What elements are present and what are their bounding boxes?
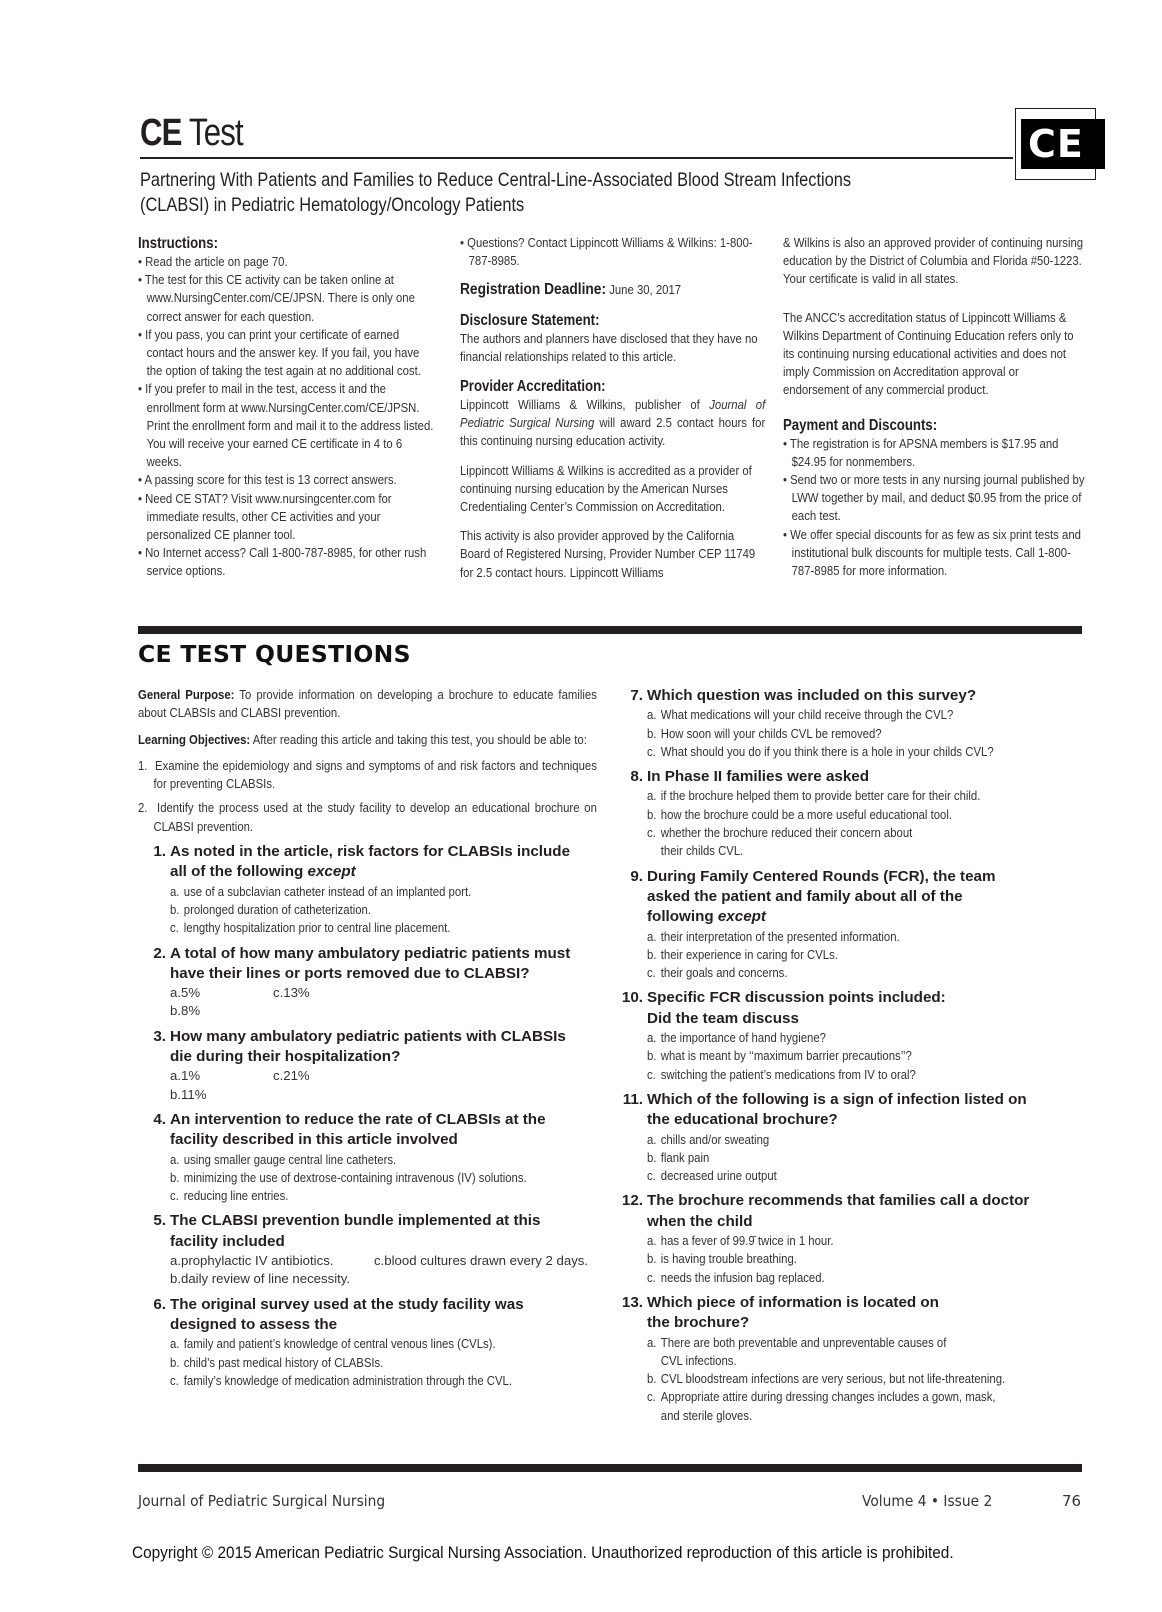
question-stem (615, 767, 1085, 787)
question-stem (615, 1191, 1085, 1232)
title-bold: CE (140, 112, 182, 154)
footer-volume-issue: Volume 4 • Issue 2 (862, 1492, 993, 1510)
option-row (170, 1270, 598, 1288)
questions-right-column (615, 686, 1085, 1431)
instruction-item: • The test for this CE activity can be taken online at www.NursingCenter.com/CE/JPSN. There is only one correct answer for each question. (138, 271, 437, 326)
option-row-continued (647, 1352, 1085, 1370)
option-row (647, 1131, 1085, 1149)
option-text: 11% (181, 1086, 207, 1102)
question-stem-line: How many ambulatory pediatric patients with CLABSIs (170, 1027, 566, 1045)
answer-option[interactable] (647, 1388, 996, 1406)
answer-options (138, 883, 598, 938)
option-row (647, 946, 1085, 964)
answer-options (615, 1131, 1085, 1186)
questions-left-column (138, 686, 598, 1396)
option-letter: b. (647, 806, 657, 822)
question-stem-line: The CLABSI prevention bundle implemented at this (170, 1212, 541, 1230)
option-text: if the brochure helped them to provide better care for their child. (660, 788, 981, 804)
instructions-column (138, 234, 438, 581)
option-row (170, 1335, 598, 1353)
option-text: prophylactic IV antibiotics. (181, 1253, 334, 1269)
answer-option[interactable] (170, 1003, 200, 1018)
question-stem (615, 686, 1085, 706)
question-stem (138, 1295, 598, 1336)
question-stem-line: The brochure recommends that families call a doctor (647, 1192, 1030, 1210)
answer-option[interactable] (647, 1269, 825, 1287)
question-stem-line: The original survey used at the study facility was (170, 1295, 524, 1313)
question-stem (615, 1293, 1085, 1334)
question-stem (615, 1090, 1085, 1131)
option-text: has a fever of 99.9̄ twice in 1 hour. (660, 1233, 834, 1249)
option-row-continued (647, 842, 1085, 860)
answer-option[interactable] (170, 1169, 527, 1187)
option-letter: a. (647, 1233, 657, 1249)
question-stem-line: Which of the following is a sign of infection listed on (647, 1090, 1027, 1108)
answer-option[interactable] (647, 964, 787, 982)
option-row (647, 824, 1085, 842)
option-text: Appropriate attire during dressing changes includes a gown, mask, (660, 1389, 996, 1405)
option-letter: b. (170, 901, 180, 917)
question-number: 11. (622, 1090, 643, 1108)
option-letter: a. (647, 1131, 657, 1147)
option-row (647, 1149, 1085, 1167)
ce-logo-badge (1015, 108, 1096, 180)
answer-option[interactable] (170, 1335, 496, 1353)
answer-option[interactable] (170, 1151, 396, 1169)
answer-option[interactable] (170, 901, 371, 919)
question-stem-line: when the child (647, 1212, 753, 1230)
option-letter: a. (170, 1253, 181, 1269)
option-text: flank pain (660, 1149, 710, 1165)
option-text: blood cultures drawn every 2 days. (384, 1253, 589, 1269)
option-letter: c. (647, 743, 656, 759)
option-letter: a. (170, 1151, 180, 1167)
registration-deadline (460, 281, 765, 299)
question-number: 13. (621, 1293, 643, 1311)
payment-item: • We offer special discounts for as few as six print tests and institutional bulk discounts for multiple tests. Call 1-800-787-8985 for more information. (783, 526, 1087, 581)
title-rule (140, 157, 1013, 159)
option-letter: b. (647, 725, 657, 741)
instruction-item: • Read the article on page 70. (138, 253, 437, 271)
option-row (170, 1086, 598, 1104)
option-text: reducing line entries. (183, 1188, 289, 1204)
answer-option[interactable] (170, 1354, 383, 1372)
instruction-item: • If you pass, you can print your certificate of earned contact hours and the answer key. If you fail, you have the option of taking the test again at no additional cost. (138, 326, 437, 381)
answer-options (138, 1335, 598, 1390)
copyright-notice: Copyright © 2015 American Pediatric Surgical Nursing Association. Unauthorized reproduction of this article is prohibited. (132, 1544, 954, 1562)
option-row (647, 928, 1085, 946)
objective-item: 1. Examine the epidemiology and signs and symptoms of and risk factors and techniques for preventing CLABSIs. (138, 757, 597, 792)
option-letter: a. (170, 985, 181, 1001)
option-row (170, 1169, 598, 1187)
answer-option[interactable] (170, 1087, 206, 1102)
question-stem-line: have their lines or ports removed due to CLABSI? (170, 964, 530, 982)
question-stem-line: following except (647, 908, 766, 926)
ce-logo-text: CE (1021, 119, 1105, 169)
provider-heading: Provider Accreditation: (460, 378, 606, 396)
question-list-right (615, 686, 1085, 1425)
page-header (140, 108, 1090, 216)
question-stem-line: During Family Centered Rounds (FCR), the team (647, 867, 996, 885)
answer-option[interactable] (170, 919, 450, 937)
title-rest: Test (188, 112, 243, 154)
question-item (615, 686, 1085, 761)
option-letter: b. (647, 946, 657, 962)
question-number: 12. (621, 1192, 643, 1210)
answer-options (615, 787, 1085, 860)
registration-date: June 30, 2017 (609, 282, 682, 298)
answer-options (138, 1252, 598, 1289)
answer-option[interactable] (170, 1372, 512, 1390)
question-item (615, 988, 1085, 1083)
option-text: How soon will your childs CVL be removed? (660, 725, 882, 741)
payment-item: • The registration is for APSNA members is $17.95 and $24.95 for nonmembers. (783, 435, 1087, 471)
option-row (647, 1167, 1085, 1185)
option-row (647, 1334, 1085, 1352)
option-letter: b. (170, 1003, 181, 1019)
option-text: prolonged duration of catheterization. (183, 901, 372, 917)
option-row (647, 1370, 1085, 1388)
question-stem-line: facility included (170, 1232, 285, 1250)
option-letter: c. (273, 985, 284, 1001)
provider-paragraph-3-continued: & Wilkins is also an approved provider of continuing nursing education by the District of Columbia and Florida #50-1223. Your certificate is valid in all states. (783, 235, 1084, 287)
answer-option[interactable] (647, 824, 912, 842)
answer-option[interactable] (647, 1250, 797, 1268)
question-stem (615, 867, 1085, 928)
option-text: 8% (181, 1003, 201, 1019)
option-letter: c. (647, 1389, 656, 1405)
answer-option[interactable] (170, 883, 471, 901)
learning-objectives: Learning Objectives: After reading this article and taking this test, you should be able to: (138, 731, 587, 747)
question-number: 3. (153, 1027, 166, 1045)
option-letter: b. (170, 1354, 180, 1370)
option-row (170, 1354, 598, 1372)
disclosure-text: The authors and planners have disclosed that they have no financial relationships related to this article. (460, 330, 758, 364)
instructions-list (138, 253, 437, 581)
answer-option[interactable] (647, 1029, 826, 1047)
option-letter: c. (170, 920, 179, 936)
payment-list (783, 435, 1087, 581)
article-subtitle (140, 168, 896, 218)
option-text: needs the infusion bag replaced. (660, 1269, 825, 1285)
payment-heading: Payment and Discounts: (783, 416, 938, 434)
question-item (615, 1293, 1085, 1425)
option-letter: a. (647, 707, 657, 723)
question-stem (138, 1027, 598, 1068)
option-text: chills and/or sweating (660, 1131, 770, 1147)
answer-options (615, 928, 1085, 983)
option-text: child’s past medical history of CLABSIs. (183, 1354, 384, 1370)
answer-option[interactable] (647, 1066, 916, 1084)
answer-option[interactable] (647, 1167, 777, 1185)
answer-option[interactable] (647, 1370, 1005, 1388)
subtitle-line-1: Partnering With Patients and Families to Reduce Central-Line-Associated Blood Stream Infections (140, 169, 852, 191)
option-letter: c. (647, 1168, 656, 1184)
objective-item: 2. Identify the process used at the study facility to develop an educational brochure on CLABSI prevention. (138, 800, 597, 834)
question-stem (138, 1211, 598, 1252)
option-text: how the brochure could be a more useful educational tool. (660, 806, 953, 822)
instructions-list-continued (460, 234, 765, 270)
question-list-left (138, 842, 598, 1390)
option-row (647, 725, 1085, 743)
option-letter: c. (273, 1068, 284, 1084)
answer-option[interactable] (647, 1047, 912, 1065)
journal-name: Journal of Pediatric Surgical Nursing (460, 397, 766, 431)
answer-option[interactable] (647, 1334, 946, 1352)
question-item (138, 1110, 598, 1205)
provider-paragraph-2: Lippincott Williams & Wilkins is accredited as a provider of continuing nursing education by the American Nurses Credentialing Center’s Commission on Accreditation. (460, 462, 752, 515)
option-text: decreased urine output (660, 1168, 777, 1184)
option-row (647, 1232, 1085, 1250)
ancc-statement: The ANCC’s accreditation status of Lippincott Williams & Wilkins Department of Continuing Education refers only to its continuing nursing educational activities and does not imply Commission on Accreditation approval or endorsement of any commercial product. (783, 309, 1074, 398)
answer-options (615, 1232, 1085, 1287)
option-row (647, 806, 1085, 824)
option-row (170, 1151, 598, 1169)
question-stem-line: asked the patient and family about all of the (647, 887, 963, 905)
option-letter: c. (647, 1066, 656, 1082)
option-letter: c. (647, 1269, 656, 1285)
instruction-item: • Questions? Contact Lippincott Williams & Wilkins: 1-800-787-8985. (460, 234, 765, 270)
option-row (647, 1047, 1085, 1065)
answer-option[interactable] (170, 1271, 350, 1286)
option-row (647, 706, 1085, 724)
option-letter: c. (374, 1253, 385, 1269)
option-row (170, 1252, 598, 1270)
question-number: 5. (153, 1212, 166, 1230)
option-row (170, 901, 598, 919)
question-item (615, 1191, 1085, 1286)
option-row-continued (647, 1407, 1085, 1425)
answer-option[interactable] (170, 1253, 333, 1268)
question-stem-line: Which question was included on this survey? (647, 687, 977, 704)
option-text: their interpretation of the presented information. (660, 928, 900, 944)
general-purpose: General Purpose: To provide information on developing a brochure to educate families about CLABSIs and CLABSI prevention. (138, 687, 597, 721)
option-text: family and patient’s knowledge of central venous lines (CVLs). (183, 1336, 496, 1352)
question-stem-line: the brochure? (647, 1314, 750, 1332)
question-stem (138, 944, 598, 985)
option-letter: c. (170, 1188, 179, 1204)
option-text-continued: their childs CVL. (660, 843, 744, 859)
question-number: 10. (621, 989, 643, 1007)
question-stem-line: Did the team discuss (647, 1009, 799, 1027)
option-letter: c. (647, 825, 656, 841)
option-text: What should you do if you think there is a hole in your childs CVL? (660, 743, 994, 759)
option-text: What medications will your child receive through the CVL? (660, 707, 954, 723)
answer-option[interactable] (647, 706, 953, 724)
question-number: 1. (153, 843, 166, 861)
footer-journal-name: Journal of Pediatric Surgical Nursing (138, 1492, 386, 1510)
footer-page-number: 76 (1062, 1492, 1082, 1510)
emphasis-except: except (307, 863, 356, 881)
right-column (783, 234, 1088, 580)
instruction-item: • Need CE STAT? Visit www.nursingcenter.com for immediate results, other CE activities and your personalized CE planner tool. (138, 490, 437, 545)
question-stem-line: Which piece of information is located on (647, 1293, 939, 1311)
question-item (615, 767, 1085, 860)
answer-option[interactable] (647, 928, 900, 946)
option-row (170, 1002, 598, 1020)
provider-paragraph-3: This activity is also provider approved by the California Board of Registered Nursing, Provider Number CEP 11749 for 2.5 contact hours. Lippincott Williams (460, 528, 756, 580)
answer-option[interactable] (374, 1253, 588, 1268)
payment-item: • Send two or more tests in any nursing journal published by LWW together by mail, and deduct $0.95 from the price of each test. (783, 471, 1087, 526)
question-item (138, 1027, 598, 1104)
page-title (140, 108, 919, 158)
question-stem-line: all of the following except (170, 863, 356, 881)
option-text-continued: and sterile gloves. (660, 1407, 753, 1423)
answer-option[interactable] (273, 985, 310, 1000)
option-letter: a. (647, 788, 657, 804)
option-row (170, 883, 598, 901)
option-text: 21% (283, 1068, 310, 1084)
answer-options (615, 706, 1085, 761)
question-stem (138, 842, 598, 883)
registration-label: Registration Deadline: (460, 281, 607, 299)
footer-divider (138, 1464, 1082, 1472)
question-number: 4. (153, 1110, 166, 1128)
answer-option[interactable] (647, 1131, 769, 1149)
question-item (138, 1295, 598, 1390)
instruction-item: • No Internet access? Call 1-800-787-8985, for other rush service options. (138, 544, 437, 580)
option-text-continued: CVL infections. (660, 1352, 737, 1368)
option-letter: b. (647, 1048, 657, 1064)
answer-option[interactable] (170, 1187, 288, 1205)
option-letter: b. (170, 1169, 180, 1185)
option-text: the importance of hand hygiene? (660, 1030, 826, 1046)
question-number: 9. (630, 867, 643, 885)
option-letter: c. (170, 1372, 179, 1388)
answer-options (138, 984, 598, 1021)
option-text: their experience in caring for CVLs. (660, 946, 838, 962)
answer-options (138, 1151, 598, 1206)
provider-paragraph-1: Lippincott Williams & Wilkins, publisher of Journal of Pediatric Surgical Nursing will award 2.5 contact hours for this continuing nursing education activity. (460, 397, 766, 449)
option-text: what is meant by ‘‘maximum barrier precautions’’? (660, 1048, 912, 1064)
option-text: is having trouble breathing. (660, 1251, 797, 1267)
question-stem (138, 1110, 598, 1151)
option-letter: a. (170, 883, 180, 899)
question-stem-line: A total of how many ambulatory pediatric patients must (170, 944, 571, 962)
option-letter: a. (170, 1068, 181, 1084)
option-letter: a. (647, 1030, 657, 1046)
answer-options (615, 1334, 1085, 1425)
questions-section-title: CE TEST QUESTIONS (138, 642, 411, 668)
option-row (647, 1388, 1085, 1406)
question-stem-line: the educational brochure? (647, 1111, 838, 1129)
question-item (138, 1211, 598, 1288)
option-row (647, 1250, 1085, 1268)
option-letter: a. (170, 1336, 180, 1352)
option-text: CVL bloodstream infections are very serious, but not life-threatening. (660, 1371, 1006, 1387)
option-letter: b. (170, 1086, 181, 1102)
option-letter: a. (647, 928, 657, 944)
answer-option[interactable] (170, 1068, 200, 1083)
option-row (170, 984, 598, 1002)
option-text: 13% (283, 985, 310, 1001)
disclosure-heading: Disclosure Statement: (460, 311, 600, 329)
option-row (647, 1066, 1085, 1084)
option-letter: b. (647, 1251, 657, 1267)
question-stem-line: In Phase II families were asked (647, 768, 870, 786)
answer-options (615, 1029, 1085, 1084)
question-stem (615, 988, 1085, 1029)
option-text: use of a subclavian catheter instead of an implanted port. (183, 883, 472, 899)
question-stem-line: designed to assess the (170, 1315, 338, 1333)
question-number: 7. (630, 687, 643, 704)
option-text: minimizing the use of dextrose-containing intravenous (IV) solutions. (183, 1169, 527, 1185)
answer-option[interactable] (647, 806, 952, 824)
answer-options (138, 1067, 598, 1104)
option-row (647, 1029, 1085, 1047)
option-row (170, 1067, 598, 1085)
question-item (138, 842, 598, 937)
option-text: using smaller gauge central line catheters. (183, 1151, 397, 1167)
option-text: switching the patient’s medications from IV to oral? (660, 1066, 916, 1082)
option-letter: b. (647, 1371, 657, 1387)
answer-option[interactable] (647, 1232, 834, 1250)
answer-option[interactable] (647, 743, 994, 761)
option-row (170, 1187, 598, 1205)
option-row (170, 919, 598, 937)
option-row (647, 787, 1085, 805)
question-item (138, 944, 598, 1021)
option-text: their goals and concerns. (660, 965, 788, 981)
emphasis-except: except (717, 908, 766, 926)
question-number: 8. (630, 768, 643, 786)
answer-option[interactable] (273, 1068, 310, 1083)
question-stem-line: An intervention to reduce the rate of CLABSIs at the (170, 1110, 546, 1128)
option-text: 1% (181, 1068, 201, 1084)
option-letter: b. (647, 1149, 657, 1165)
option-text: whether the brochure reduced their concern about (660, 825, 913, 841)
instruction-item: • If you prefer to mail in the test, access it and the enrollment form at www.NursingCenter.com/CE/JPSN. Print the enrollment form and mail it to the address listed. You will receive your earned CE certificate in 4 to 6 weeks. (138, 380, 437, 471)
middle-column (460, 234, 766, 582)
answer-option[interactable] (647, 725, 882, 743)
option-row (170, 1372, 598, 1390)
answer-option[interactable] (647, 787, 980, 805)
option-text: family’s knowledge of medication administration through the CVL. (183, 1372, 512, 1388)
question-number: 2. (153, 944, 166, 962)
question-item (615, 1090, 1085, 1185)
question-number: 6. (153, 1295, 166, 1313)
option-letter: b. (170, 1271, 181, 1287)
answer-option[interactable] (647, 946, 838, 964)
option-row (647, 964, 1085, 982)
question-item (615, 867, 1085, 983)
answer-option[interactable] (170, 985, 200, 1000)
option-text: 5% (181, 985, 201, 1001)
instruction-item: • A passing score for this test is 13 correct answers. (138, 471, 437, 489)
instructions-heading: Instructions: (138, 235, 218, 252)
question-stem-line: die during their hospitalization? (170, 1048, 401, 1066)
question-stem-line: facility described in this article involved (170, 1131, 458, 1149)
section-divider (138, 626, 1082, 634)
option-row (647, 743, 1085, 761)
question-stem-line: As noted in the article, risk factors for CLABSIs include (170, 843, 571, 861)
option-text: There are both preventable and unpreventable causes of (660, 1334, 947, 1350)
subtitle-line-2: (CLABSI) in Pediatric Hematology/Oncology Patients (140, 194, 525, 216)
option-letter: c. (647, 965, 656, 981)
question-stem-line: Specific FCR discussion points included: (647, 989, 946, 1007)
option-text: lengthy hospitalization prior to central line placement. (183, 920, 451, 936)
option-letter: a. (647, 1334, 657, 1350)
option-row (647, 1269, 1085, 1287)
option-text: daily review of line necessity. (181, 1271, 351, 1287)
answer-option[interactable] (647, 1149, 709, 1167)
